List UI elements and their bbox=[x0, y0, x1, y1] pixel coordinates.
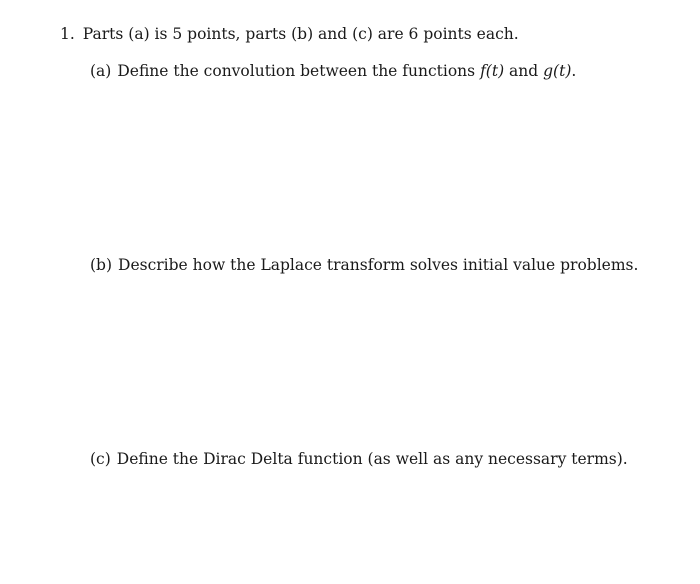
part-c-text: Define the Dirac Delta function (as well as any necessary terms). bbox=[116, 450, 628, 468]
part-c bbox=[90, 449, 628, 469]
part-a-label: (a) bbox=[90, 62, 112, 80]
part-b-text: Describe how the Laplace transform solves initial value problems. bbox=[118, 256, 639, 274]
part-b bbox=[90, 255, 638, 275]
question-header bbox=[60, 24, 519, 44]
part-a-math-g: g(t) bbox=[543, 62, 572, 80]
part-a-text-before: Define the convolution between the functions bbox=[117, 62, 481, 80]
part-b-label: (b) bbox=[90, 256, 113, 274]
part-a bbox=[90, 61, 576, 81]
question-text: Parts (a) is 5 points, parts (b) and (c) are 6 points each. bbox=[82, 25, 519, 43]
part-a-math-f: f(t) bbox=[480, 62, 505, 80]
part-c-label: (c) bbox=[90, 450, 111, 468]
part-a-text-middle: and bbox=[504, 62, 544, 80]
part-a-text-after: . bbox=[571, 62, 577, 80]
question-number: 1. bbox=[60, 25, 75, 43]
